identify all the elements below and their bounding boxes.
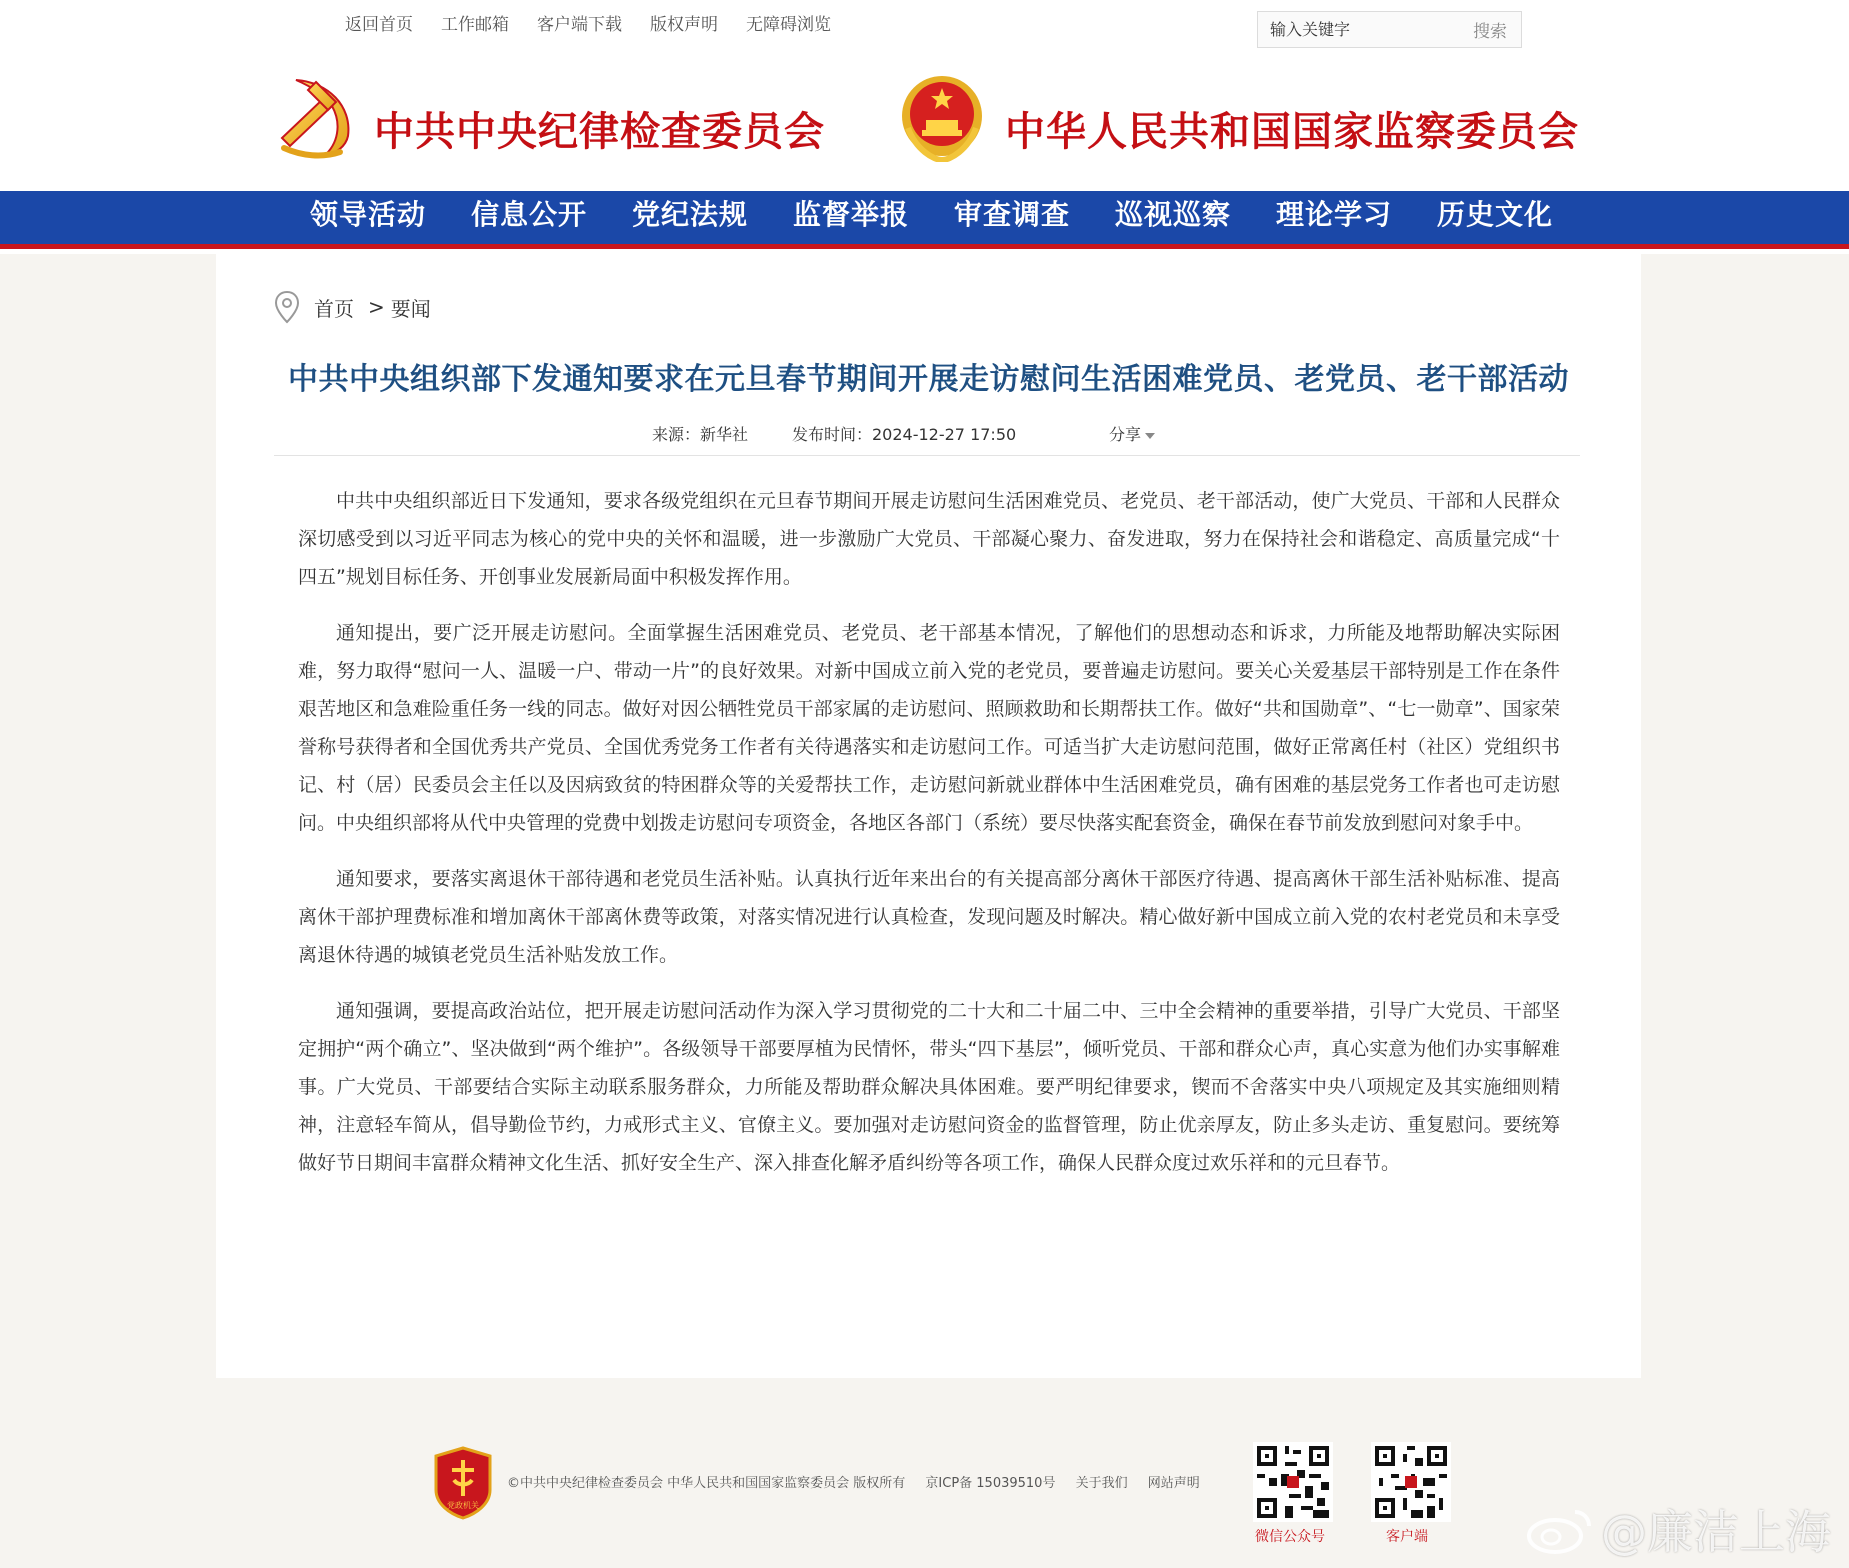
copyright-text: ©中共中央纪律检查委员会 中华人民共和国国家监察委员会 版权所有: [507, 1476, 906, 1491]
watermark: [1525, 1496, 1831, 1562]
article-source: 来源：新华社: [652, 425, 749, 444]
top-links: [345, 12, 859, 38]
wechat-qr-icon: [1253, 1442, 1333, 1522]
article-time: 发布时间：2024-12-27 17:50: [792, 425, 1017, 444]
national-emblem-icon: [900, 74, 984, 162]
paragraph: 通知要求，要落实离退休干部待遇和老党员生活补贴。认真执行近年来出台的有关提高部分离休干部医疗待遇、提高离休干部生活补贴标准、提高离休干部护理费标准和增加离休干部离休费等政策，对落实情况进行认真检查，发现问题及时解决。精心做好新中国成立前入党的农村老党员和未享受离退休待遇的城镇老党员生活补贴发放工作。: [298, 868, 1560, 966]
nav-item-regulations[interactable]: 党纪法规: [632, 198, 749, 231]
article-body: [298, 482, 1560, 1200]
app-qr-label: 客户端: [1386, 1529, 1428, 1545]
divider: [274, 455, 1580, 456]
toplink-copyright[interactable]: 版权声明: [650, 15, 718, 35]
app-qr-icon: [1371, 1442, 1451, 1522]
statement-link[interactable]: 网站声明: [1147, 1476, 1200, 1491]
paragraph: 通知提出，要广泛开展走访慰问。全面掌握生活困难党员、老党员、老干部基本情况，了解他们的思想动态和诉求，力所能及地帮助解决实际困难，努力取得“慰问一人、温暖一户、带动一片”的良好效果。对新中国成立前入党的老党员，要普遍走访慰问。要关心关爱基层干部特别是工作在条件艰苦地区和急难险重任务一线的同志。做好对因公牺牲党员干部家属的走访慰问、照顾救助和长期帮扶工作。做好“共和国勋章”、“七一勋章”、国家荣誉称号获得者和全国优秀共产党员、全国优秀党务工作者有关待遇落实和走访慰问工作。可适当扩大走访慰问范围，做好正常离任村（社区）党组织书记、村（居）民委员会主任以及因病致贫的特困群众等的关爱帮扶工作，走访慰问新就业群体中生活困难党员，确有困难的基层党务工作者也可走访慰问。中央组织部将从代中央管理的党费中划拨走访慰问专项资金，各地区各部门（系统）要尽快落实配套资金，确保在春节前发放到慰问对象手中。: [298, 622, 1560, 834]
paragraph: 通知强调，要提高政治站位，把开展走访慰问活动作为深入学习贯彻党的二十大和二十届二中、三中全会精神的重要举措，引导广大党员、干部坚定拥护“两个确立”、坚决做到“两个维护”。各级领导干部要厚植为民情怀，带头“四下基层”，倾听党员、干部和群众心声，真心实意为他们办实事解难事。广大党员、干部要结合实际主动联系服务群众，力所能及帮助群众解决具体困难。要严明纪律要求，锲而不舍落实中央八项规定及其实施细则精神，注意轻车简从，倡导勤俭节约，力戒形式主义、官僚主义。要加强对走访慰问资金的监督管理，防止优亲厚友，防止多头走访、重复慰问。要统筹做好节日期间丰富群众精神文化生活、抓好安全生产、深入排查化解矛盾纠纷等各项工作，确保人民群众度过欢乐祥和的元旦春节。: [298, 1000, 1560, 1174]
nav-item-history[interactable]: 历史文化: [1437, 198, 1554, 231]
breadcrumb-home[interactable]: 首页: [314, 296, 354, 321]
watermark-text: @廉洁上海: [1601, 1505, 1831, 1559]
search-box: [1257, 11, 1522, 48]
title-nsc: 中华人民共和国国家监察委员会: [1005, 108, 1579, 155]
chevron-down-icon: [1145, 433, 1155, 439]
breadcrumb-separator: >: [368, 295, 385, 319]
paragraph: 中共中央组织部近日下发通知，要求各级党组织在元旦春节期间开展走访慰问生活困难党员、老党员、老干部活动，使广大党员、干部和人民群众深切感受到以习近平同志为核心的党中央的关怀和温暖，进一步激励广大党员、干部凝心聚力、奋发进取，努力在保持社会和谐稳定、高质量完成“十四五”规划目标任务、开创事业发展新局面中积极发挥作用。: [298, 490, 1560, 588]
breadcrumb-current[interactable]: 要闻: [390, 296, 431, 321]
footer-copyright: [507, 1472, 1216, 1491]
gov-badge-icon: [432, 1446, 494, 1520]
icp-number[interactable]: 京ICP备 15039510号: [925, 1476, 1056, 1491]
nav-item-disclosure[interactable]: 信息公开: [471, 198, 588, 231]
share-label: 分享: [1109, 425, 1142, 444]
toplink-mail[interactable]: 工作邮箱: [441, 15, 509, 35]
article-title: 中共中央组织部下发通知要求在元旦春节期间开展走访慰问生活困难党员、老党员、老干部活动: [288, 362, 1569, 397]
badge-text: 党政机关: [447, 1501, 479, 1510]
nav-item-investigation[interactable]: 审查调查: [954, 198, 1071, 231]
nav-item-leadership[interactable]: 领导活动: [310, 198, 427, 231]
footer: [0, 1378, 1849, 1568]
location-pin-icon: [274, 290, 300, 324]
weibo-icon: [1525, 1504, 1595, 1554]
article-container: [216, 254, 1641, 1378]
search-input[interactable]: [1258, 20, 1458, 39]
toplink-home[interactable]: 返回首页: [345, 15, 413, 35]
share-button[interactable]: [1109, 422, 1155, 445]
main-nav: [0, 191, 1849, 249]
breadcrumb: [274, 290, 431, 324]
toplink-download[interactable]: 客户端下载: [537, 15, 622, 35]
wechat-qr-label: 微信公众号: [1255, 1529, 1325, 1545]
title-ccdi: 中共中央纪律检查委员会: [374, 108, 825, 155]
nav-item-theory[interactable]: 理论学习: [1276, 198, 1393, 231]
toplink-accessibility[interactable]: 无障碍浏览: [746, 15, 831, 35]
nav-item-reporting[interactable]: 监督举报: [793, 198, 910, 231]
search-button[interactable]: 搜索: [1473, 22, 1507, 42]
party-emblem-icon: [276, 72, 356, 160]
nav-item-inspection[interactable]: 巡视巡察: [1115, 198, 1232, 231]
about-link[interactable]: 关于我们: [1075, 1476, 1128, 1491]
